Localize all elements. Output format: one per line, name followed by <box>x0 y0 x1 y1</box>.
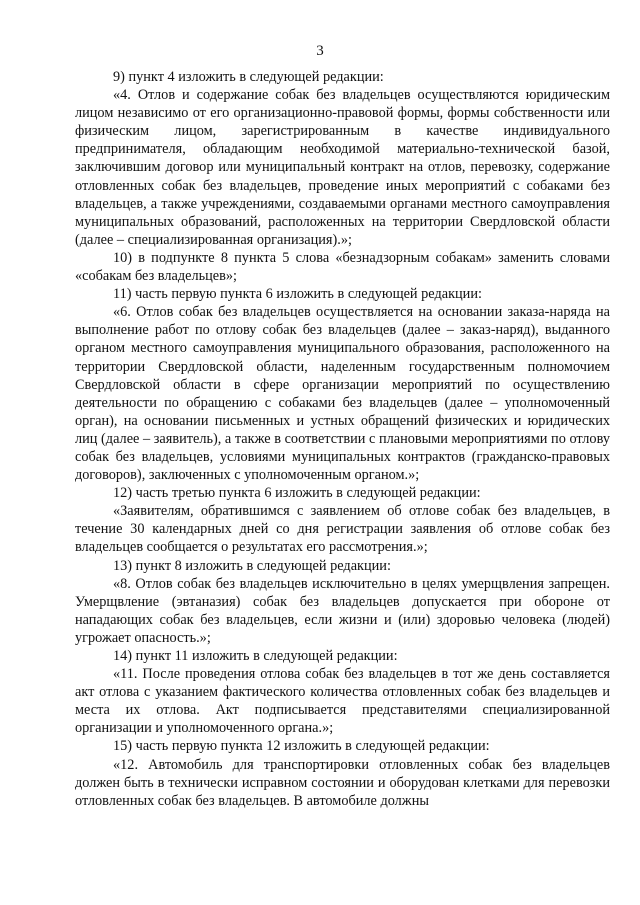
paragraph-item-14: 14) пункт 11 изложить в следующей редакции: <box>113 648 398 664</box>
document-body <box>75 68 610 810</box>
paragraph-quote-4: «4. Отлов и содержание собак без владельцев осуществляются юридическим лицом независимо от его организационно-правовой формы, формы собственности или физическим лицом, зарегистрированным в качестве индивидуального предпринимателя, обладающим необходимой материально-технической базой, заключившим договор или муниципальный контракт на отлов, перевозку, содержание отловленных собак без владельцев, проведение иных мероприятий с собаками без владельцев, а также учреждениями, создаваемыми органами местного самоуправления муниципальных образований, расположенных на территории Свердловской области (далее – специализированная организация).»; <box>75 87 610 248</box>
paragraph-quote-6: «6. Отлов собак без владельцев осуществляется на основании заказа-наряда на выполнение работ по отлову собак без владельцев (далее – заказ-наряд), выданного органом местного самоуправления муниципального образования, расположенного на территории Свердловской области, наделенным государственным полномочием Свердловской области в сфере организации мероприятий по осуществлению деятельности по обращению с собаками без владельцев (далее – уполномоченный орган), на основании письменных и устных обращений физических и юридических лиц (далее – заявитель), а также в соответствии с плановыми мероприятиями по отлову собак без владельцев, условиями муниципальных контрактов (гражданско-правовых договоров), заключенных с уполномоченным органом.»; <box>75 304 610 484</box>
paragraph-item-11: 11) часть первую пункта 6 изложить в следующей редакции: <box>113 286 482 303</box>
paragraph-quote-12: «12. Автомобиль для транспортировки отловленных собак без владельцев должен быть в технически исправном состоянии и оборудован клетками для перевозки отловленных собак без владельцев. В автомобиле должны <box>75 756 610 809</box>
paragraph-quote-8: «8. Отлов собак без владельцев исключительно в целях умерщвления запрещен. Умерщвление (эвтаназия) собак без владельцев допускается при обороне от нападающих собак без владельцев, если жизни и (или) здоровью человека (людей) угрожает опасность.»; <box>75 575 610 646</box>
page-number: 3 <box>316 43 324 59</box>
paragraph-quote-11: «11. После проведения отлова собак без владельцев в тот же день составляется акт отлова с указанием фактического количества отловленных собак без владельцев и места их отлова. Акт подписывается представителями специализированной организации и уполномоченного органа.»; <box>75 666 610 737</box>
paragraph-item-12: 12) часть третью пункта 6 изложить в следующей редакции: <box>113 485 481 502</box>
paragraph-item-9: 9) пункт 4 изложить в следующей редакции: <box>113 69 384 85</box>
paragraph-item-10: 10) в подпункте 8 пункта 5 слова «безнадзорным собакам» заменить словами «собакам без владельцев»; <box>75 249 610 285</box>
paragraph-item-15: 15) часть первую пункта 12 изложить в следующей редакции: <box>113 738 490 755</box>
paragraph-item-13: 13) пункт 8 изложить в следующей редакции: <box>113 557 391 574</box>
paragraph-quote-applicants: «Заявителям, обратившимся с заявлением об отлове собак без владельцев, в течение 30 календарных дней со дня регистрации заявления об отлове собак без владельцев сообщается о результатах его рассмотрения.»; <box>75 503 610 556</box>
